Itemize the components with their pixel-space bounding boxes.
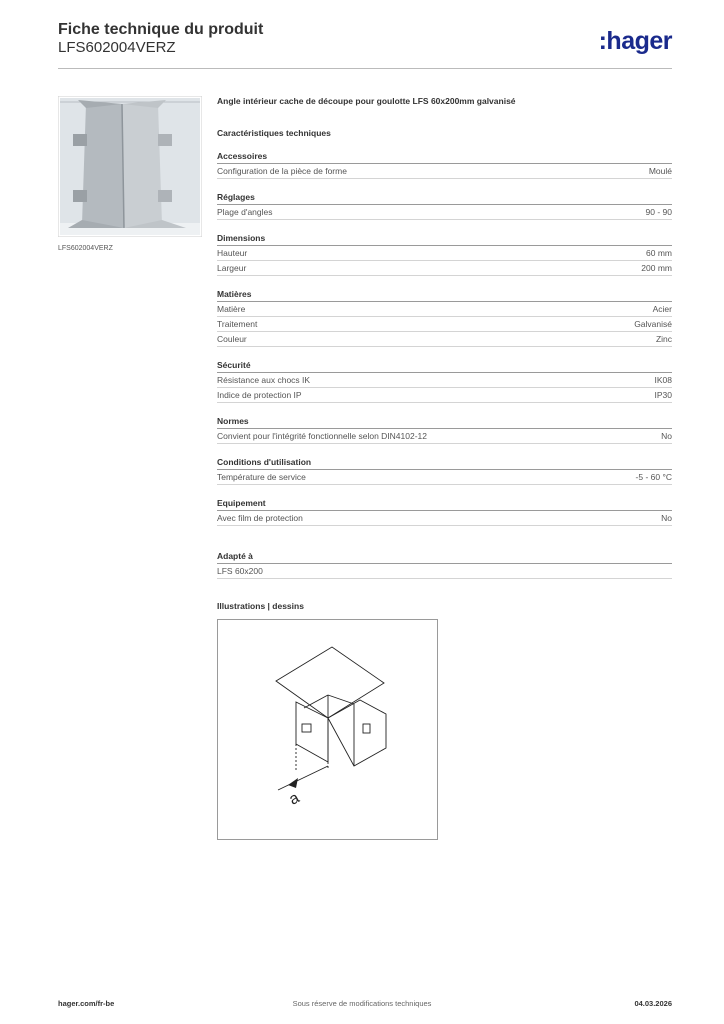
footer-website[interactable]: hager.com/fr-be — [58, 999, 115, 1008]
section-title: Réglages — [217, 191, 672, 205]
spec-section — [217, 232, 672, 276]
spec-row — [217, 470, 672, 485]
section-title: Matières — [217, 288, 672, 302]
image-caption: LFS602004VERZ — [58, 245, 113, 252]
product-description: Angle intérieur cache de découpe pour goulotte LFS 60x200mm galvanisé — [217, 96, 516, 106]
section-title: Equipement — [217, 497, 672, 511]
spec-label: Indice de protection IP — [217, 390, 302, 400]
spec-section — [217, 191, 672, 220]
spec-value: No — [661, 513, 672, 523]
spec-row — [217, 317, 672, 332]
spec-row — [217, 302, 672, 317]
corner-drawing — [218, 620, 437, 839]
spec-panel — [217, 96, 672, 840]
section-title: Dimensions — [217, 232, 672, 246]
spec-label: Matière — [217, 304, 246, 314]
dimension-label: a — [286, 789, 303, 809]
spec-label: Température de service — [217, 472, 306, 482]
section-title: Conditions d'utilisation — [217, 456, 672, 470]
footer-date: 04.03.2026 — [634, 999, 672, 1008]
spec-sections — [217, 150, 672, 526]
hager-logo: :hager — [598, 27, 672, 55]
spec-row — [217, 332, 672, 347]
spec-label: Couleur — [217, 334, 247, 344]
spec-section — [217, 497, 672, 526]
spec-row — [217, 246, 672, 261]
spec-value: IP30 — [654, 390, 672, 400]
spec-value: Galvanisé — [634, 319, 672, 329]
spec-section — [217, 150, 672, 179]
spec-value: Acier — [652, 304, 672, 314]
spec-row — [217, 429, 672, 444]
spec-value: -5 - 60 °C — [635, 472, 672, 482]
spec-label: Traitement — [217, 319, 258, 329]
technical-drawing — [217, 619, 438, 840]
section-title: Accessoires — [217, 150, 672, 164]
product-photo — [58, 96, 202, 237]
spec-value: 60 mm — [646, 248, 672, 258]
header-divider — [58, 68, 672, 69]
adapted-heading: Adapté à — [217, 550, 672, 564]
spec-label: Configuration de la pièce de forme — [217, 166, 347, 176]
product-reference: LFS602004VERZ — [58, 39, 176, 56]
spec-row — [217, 261, 672, 276]
spec-row — [217, 205, 672, 220]
spec-row — [217, 164, 672, 179]
spec-section — [217, 288, 672, 347]
spec-value: No — [661, 431, 672, 441]
spec-value: Moulé — [648, 166, 672, 176]
spec-section — [217, 415, 672, 444]
spec-section — [217, 359, 672, 403]
spec-label: Convient pour l'intégrité fonctionnelle selon DIN4102-12 — [217, 431, 428, 441]
spec-label: Largeur — [217, 263, 247, 273]
spec-label: Hauteur — [217, 248, 248, 258]
spec-label: Avec film de protection — [217, 513, 303, 523]
section-title: Sécurité — [217, 359, 672, 373]
illustrations-heading: Illustrations | dessins — [217, 601, 304, 611]
adapted-value: LFS 60x200 — [217, 566, 263, 576]
spec-value: Zinc — [655, 334, 672, 344]
spec-row — [217, 511, 672, 526]
spec-value: 200 mm — [641, 263, 672, 273]
page-title: Fiche technique du produit — [58, 21, 264, 38]
section-title: Normes — [217, 415, 672, 429]
spec-label: Résistance aux chocs IK — [217, 375, 311, 385]
adapted-row — [217, 564, 672, 579]
spec-value: 90 - 90 — [645, 207, 672, 217]
footer-notice: Sous réserve de modifications techniques — [292, 999, 432, 1008]
spec-section — [217, 456, 672, 485]
spec-row — [217, 388, 672, 403]
spec-value: IK08 — [654, 375, 672, 385]
spec-row — [217, 373, 672, 388]
spec-label: Plage d'angles — [217, 207, 273, 217]
adapted-section — [217, 550, 672, 579]
technical-characteristics-heading: Caractéristiques techniques — [217, 128, 331, 138]
